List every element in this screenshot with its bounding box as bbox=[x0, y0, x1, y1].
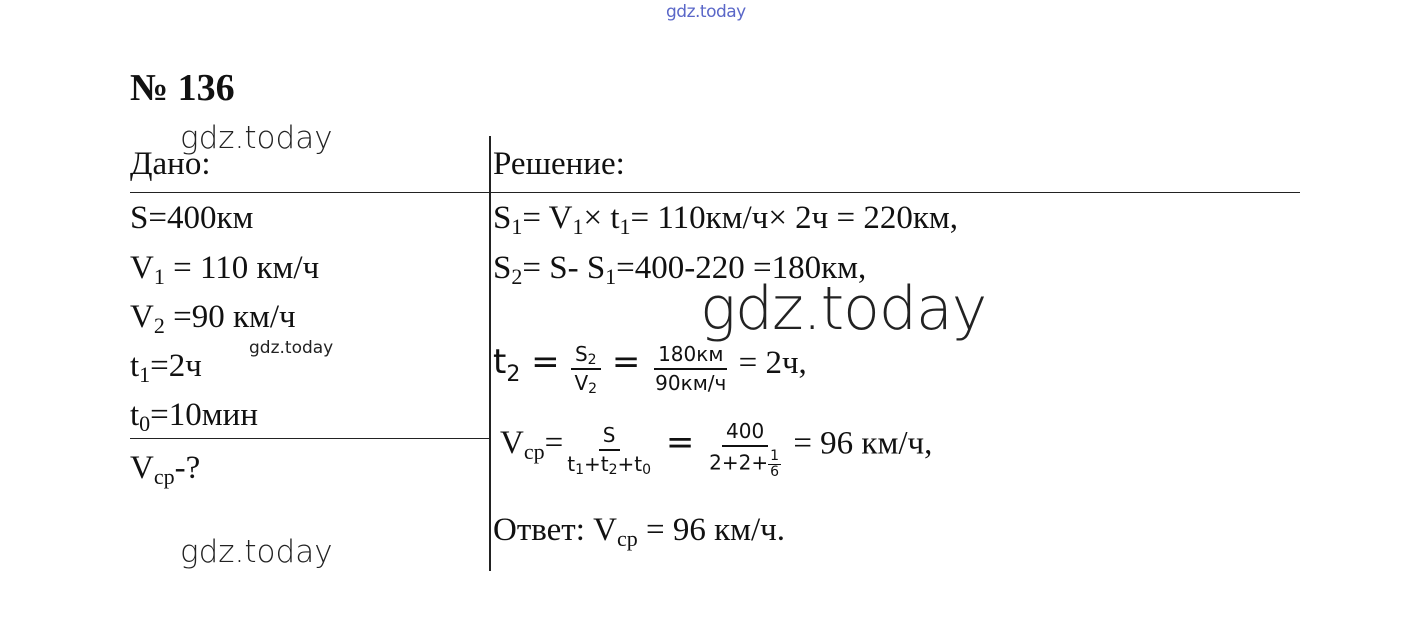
find-average-speed: $V_{cp}-$? bbox=[130, 450, 201, 489]
solution-line-1: $S_1= V_1\times t_1= 110км/ч\times 2ч = 220км$, bbox=[493, 200, 959, 239]
solution-line-4: $V_{cp}=$ $\frac{S}{t_1+t_2+t_0}$ = 400 2+2+ $\frac{1}{6}$ = 96 км/ч, bbox=[500, 419, 933, 480]
solution-line-2: $S_2= S-$ $S_1=400-220 =180км$, bbox=[493, 250, 867, 289]
given-time-1: $t_1=2ч$ bbox=[130, 348, 202, 387]
formula-t2-label: $t_2$ bbox=[493, 342, 521, 387]
fraction-s-over-times: $\frac{S}{t_1+t_2+t_0}$ bbox=[567, 422, 652, 478]
answer-line: Ответ: $V_{cp} = 96$ км/ч. bbox=[493, 512, 786, 551]
problem-number: № 136 bbox=[130, 67, 235, 109]
watermark-top: gdz.today bbox=[666, 2, 746, 22]
column-divider bbox=[489, 136, 491, 571]
given-find-rule bbox=[130, 438, 490, 439]
given-speed-1: $V_1 = 110$ км/ч bbox=[130, 250, 320, 289]
watermark-small: gdz.today bbox=[249, 338, 334, 358]
given-header: Дано: bbox=[130, 146, 211, 182]
given-distance: S=400км bbox=[130, 200, 254, 236]
fraction-s2-over-v2: $\frac{S_2}{V_2}$ bbox=[570, 343, 601, 395]
fraction-one-sixth: $\frac{1}{6}$ bbox=[770, 448, 780, 480]
watermark-large: gdz.today bbox=[700, 274, 987, 344]
solution-line-3: $t_2$ = $\frac{S_2}{V_2}$ = $\frac{180км}{90км/ч}$ = 2ч, bbox=[493, 342, 807, 398]
given-speed-2: $V_2 =90$ км/ч bbox=[130, 299, 296, 338]
formula-vcp-label: $V_{cp}=$ bbox=[500, 425, 564, 465]
solution-header: Решение: bbox=[493, 146, 625, 182]
fraction-400-over-sum: 400 2+2+ $\frac{1}{6}$ bbox=[709, 419, 780, 480]
fraction-180-over-90: $\frac{180км}{90км/ч}$ bbox=[655, 342, 727, 396]
watermark: gdz.today bbox=[180, 534, 333, 570]
watermark: gdz.today bbox=[180, 120, 333, 156]
header-rule bbox=[130, 192, 1300, 193]
given-time-0: $t_0=10мин$ bbox=[130, 397, 258, 436]
